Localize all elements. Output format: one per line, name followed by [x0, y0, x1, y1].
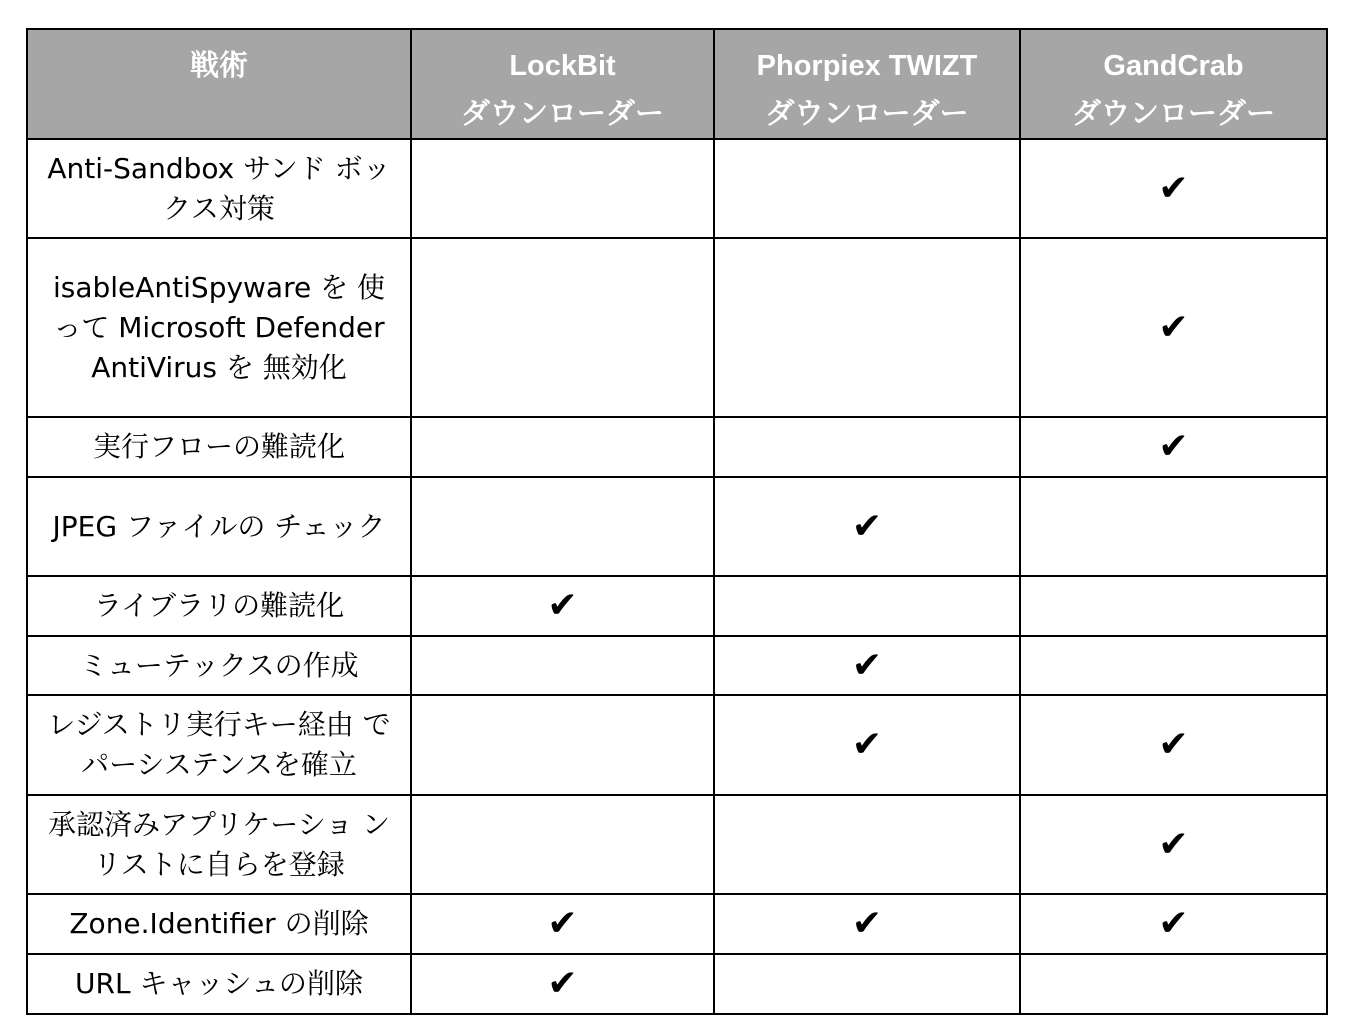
phorpiex-cell [714, 695, 1020, 795]
tactic-cell: ライブラリの難読化 [27, 576, 411, 636]
check-icon: ✔ [1158, 823, 1189, 865]
lockbit-cell [411, 238, 714, 417]
tactic-cell: 実行フローの難読化 [27, 417, 411, 477]
tactic-cell: Anti-Sandbox サンド ボックス対策 [27, 139, 411, 238]
check-icon: ✔ [547, 903, 578, 944]
check-icon: ✔ [1158, 306, 1189, 348]
gandcrab-cell [1020, 576, 1327, 636]
header-phorpiex-type: ダウンローダー [765, 98, 969, 130]
check-icon: ✔ [547, 963, 578, 1004]
check-icon: ✔ [851, 724, 883, 765]
check-icon: ✔ [547, 585, 578, 626]
table-row [27, 954, 1327, 1014]
phorpiex-cell [714, 238, 1020, 417]
table-row [27, 238, 1327, 417]
lockbit-cell [411, 954, 714, 1014]
header-gandcrab-type: ダウンローダー [1071, 98, 1275, 130]
lockbit-cell [411, 695, 714, 795]
tactic-cell: レジストリ実行キー経由 でパーシステンスを確立 [27, 695, 411, 795]
header-gandcrab-name: GandCrab [1103, 50, 1244, 82]
gandcrab-cell [1020, 795, 1327, 894]
phorpiex-cell [714, 139, 1020, 238]
tactic-cell: URL キャッシュの削除 [27, 954, 411, 1014]
lockbit-cell [411, 417, 714, 477]
check-icon: ✔ [851, 505, 883, 547]
table-row [27, 477, 1327, 576]
check-icon: ✔ [1158, 724, 1189, 765]
header-lockbit [411, 29, 714, 139]
header-gandcrab [1020, 29, 1327, 139]
table-row [27, 795, 1327, 894]
tactic-cell: 承認済みアプリケーショ ンリストに自らを登録 [27, 795, 411, 894]
header-lockbit-type: ダウンローダー [460, 98, 664, 130]
gandcrab-cell [1020, 417, 1327, 477]
header-lockbit-name: LockBit [509, 50, 616, 82]
gandcrab-cell [1020, 894, 1327, 954]
header-row [27, 29, 1327, 139]
lockbit-cell [411, 636, 714, 695]
phorpiex-cell [714, 576, 1020, 636]
check-icon: ✔ [1158, 426, 1189, 467]
phorpiex-cell [714, 954, 1020, 1014]
tactic-cell: JPEG ファイルの チェック [27, 477, 411, 576]
phorpiex-cell [714, 894, 1020, 954]
table-row [27, 576, 1327, 636]
table-row [27, 636, 1327, 695]
header-phorpiex-name: Phorpiex TWIZT [756, 50, 978, 82]
tactic-cell: Zone.Identifier の削除 [27, 894, 411, 954]
phorpiex-cell [714, 795, 1020, 894]
check-icon: ✔ [851, 903, 883, 944]
gandcrab-cell [1020, 477, 1327, 576]
gandcrab-cell [1020, 695, 1327, 795]
lockbit-cell [411, 894, 714, 954]
tactic-cell: ミューテックスの作成 [27, 636, 411, 695]
gandcrab-cell [1020, 139, 1327, 238]
lockbit-cell [411, 477, 714, 576]
header-tactic-label: 戦術 [189, 50, 248, 82]
check-icon: ✔ [1158, 167, 1189, 209]
lockbit-cell [411, 795, 714, 894]
gandcrab-cell [1020, 238, 1327, 417]
table-row [27, 139, 1327, 238]
phorpiex-cell [714, 477, 1020, 576]
tactics-comparison-table [26, 28, 1328, 1015]
table-row [27, 894, 1327, 954]
tactic-cell: isableAntiSpyware を 使って Microsoft Defender AntiVirus を 無効化 [27, 238, 411, 417]
header-phorpiex [714, 29, 1020, 139]
table-body [27, 139, 1327, 1014]
table-row [27, 695, 1327, 795]
gandcrab-cell [1020, 636, 1327, 695]
lockbit-cell [411, 139, 714, 238]
check-icon: ✔ [851, 644, 883, 686]
header-tactic [27, 29, 411, 139]
phorpiex-cell [714, 417, 1020, 477]
check-icon: ✔ [1158, 903, 1189, 944]
gandcrab-cell [1020, 954, 1327, 1014]
table-header [27, 29, 1327, 139]
phorpiex-cell [714, 636, 1020, 695]
table-row [27, 417, 1327, 477]
lockbit-cell [411, 576, 714, 636]
